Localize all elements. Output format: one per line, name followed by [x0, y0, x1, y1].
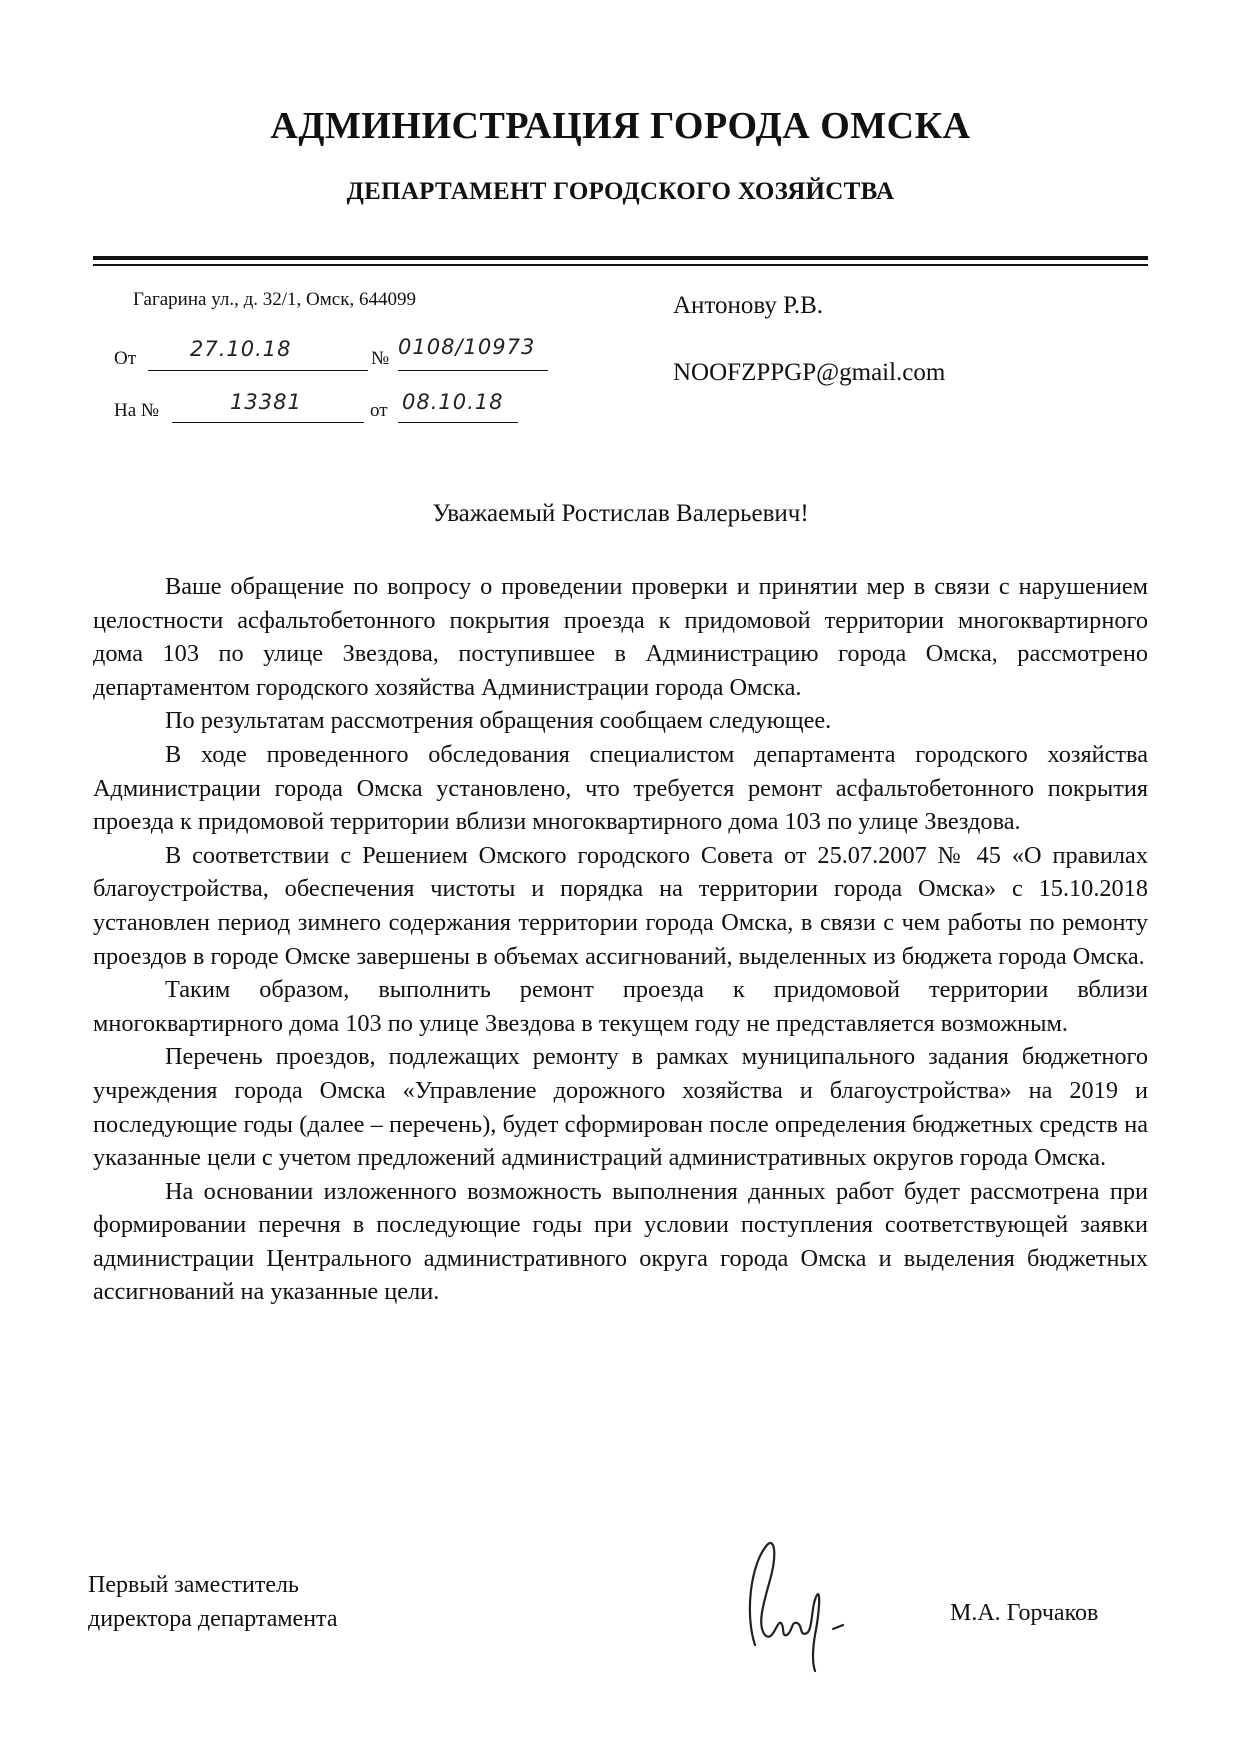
sender-address: Гагарина ул., д. 32/1, Омск, 644099 — [133, 289, 416, 310]
ref-date: 08.10.18 — [402, 390, 504, 414]
from-label: От — [114, 348, 137, 369]
greeting: Уважаемый Ростислав Валерьевич! — [432, 500, 809, 527]
number-label: № — [371, 348, 390, 369]
recipient-email: NOOFZPPGP@gmail.com — [673, 359, 946, 386]
department-title: ДЕПАРТАМЕНТ ГОРОДСКОГО ХОЗЯЙСТВА — [346, 178, 895, 205]
signatory-title — [88, 1568, 337, 1636]
ref-number-underline — [172, 422, 364, 423]
header-rule-thin — [93, 264, 1148, 266]
ref-date-label: от — [370, 400, 388, 421]
paragraph: Таким образом, выполнить ремонт проезда к придомовой территории вблизи многоквартирного дома 103 по улице Звездова в текущем году не представляется возможным. — [93, 976, 1148, 1037]
signatory-title-line2: директора департамента — [88, 1606, 338, 1632]
paragraph: В соответствии с Решением Омского городского Совета от 25.07.2007 № 45 «О правилах благоустройства, обеспечения чистоты и порядка на территории города Омска» с 15.10.2018 установлен период зимнего содержания территории города Омска, в связи с чем работы по ремонту проездов в городе Омске завершены в объемах ассигнований, выделенных из бюджета города Омска. — [93, 841, 1148, 970]
letter-body — [93, 570, 1148, 1309]
paragraph: По результатам рассмотрения обращения сообщаем следующее. — [165, 707, 832, 735]
signatory-title-line1: Первый заместитель — [88, 1572, 299, 1598]
ref-number-label: На № — [114, 400, 160, 421]
paragraph: Ваше обращение по вопросу о проведении проверки и принятии мер в связи с нарушением целостности асфальтобетонного покрытия проезда к придомовой территории многоквартирного дома 103 по улице Звездова, поступившее в Администрацию города Омска, рассмотрено департаментом городского хозяйства Администрации города Омска. — [93, 573, 1148, 701]
handwritten-signature — [715, 1525, 875, 1675]
paragraph: На основании изложенного возможность выполнения данных работ будет рассмотрена при формировании перечня в последующие годы при условии поступления соответствующей заявки администрации Центрального административного округа города Омска и выделения бюджетных ассигнований на указанные цели. — [93, 1177, 1148, 1306]
organization-title: АДМИНИСТРАЦИЯ ГОРОДА ОМСКА — [270, 105, 971, 147]
paragraph: Перечень проездов, подлежащих ремонту в рамках муниципального задания бюджетного учреждения города Омска «Управление дорожного хозяйства и благоустройства» на 2019 и последующие годы (далее – перечень), будет сформирован после определения бюджетных средств на указанные цели с учетом предложений администраций административных округов города Омска. — [93, 1043, 1148, 1172]
recipient-name: Антонову Р.В. — [673, 292, 824, 319]
outgoing-number: 0108/10973 — [398, 335, 536, 359]
header-rule-thick — [93, 256, 1148, 260]
number-underline — [398, 370, 548, 371]
paragraph: В ходе проведенного обследования специалистом департамента городского хозяйства Администрации города Омска установлено, что требуется ремонт асфальтобетонного покрытия проезда к придомовой территории вблизи многоквартирного дома 103 по улице Звездова. — [93, 740, 1148, 836]
from-date: 27.10.18 — [190, 337, 292, 361]
ref-date-underline — [398, 422, 518, 423]
ref-number: 13381 — [230, 390, 302, 414]
signatory-name: М.А. Горчаков — [950, 1600, 1099, 1626]
from-date-underline — [148, 370, 368, 371]
